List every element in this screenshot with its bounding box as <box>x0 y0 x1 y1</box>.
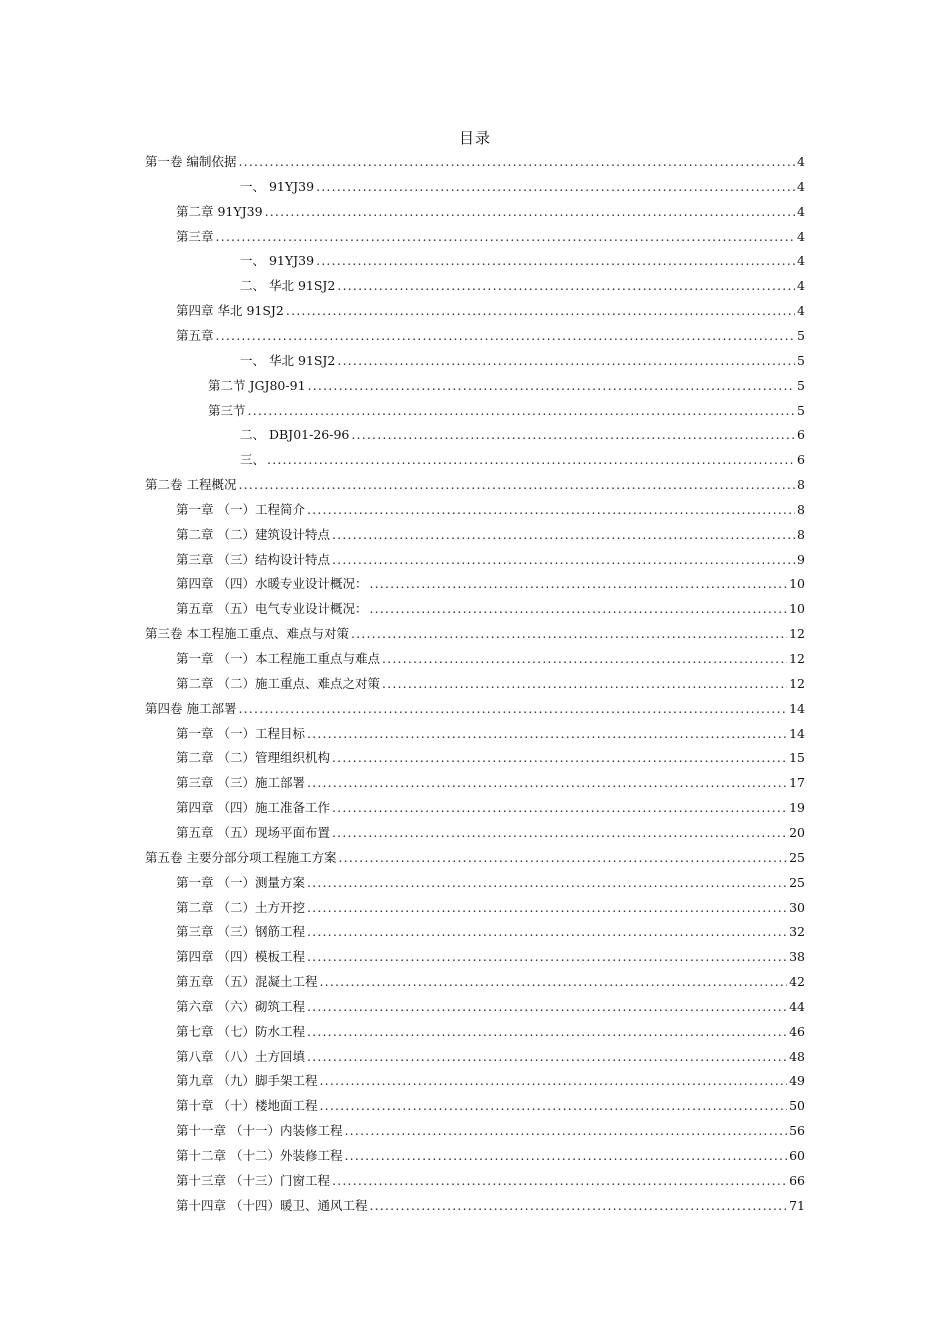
toc-entry-page-number: 5 <box>797 327 805 343</box>
toc-entry-page-number: 8 <box>797 526 805 542</box>
toc-entry[interactable] <box>240 448 805 472</box>
toc-entry[interactable] <box>145 697 805 721</box>
toc-entry-page-number: 25 <box>789 874 805 890</box>
toc-dot-leader <box>316 249 795 273</box>
toc-entry-page-number: 5 <box>797 352 805 368</box>
toc-entry-title: 第十章 （十）楼地面工程 <box>176 1098 318 1114</box>
toc-entry[interactable] <box>176 1045 805 1069</box>
toc-dot-leader <box>344 1144 787 1168</box>
toc-entry[interactable] <box>208 399 805 423</box>
toc-entry-page-number: 30 <box>789 899 805 915</box>
toc-entry[interactable] <box>176 896 805 920</box>
toc-entry-page-number: 42 <box>789 974 805 990</box>
toc-entry-page-number: 15 <box>789 750 805 766</box>
toc-entry-page-number: 4 <box>797 228 805 244</box>
toc-entry-page-number: 5 <box>797 402 805 418</box>
toc-entry-page-number: 14 <box>789 725 805 741</box>
toc-dot-leader <box>307 498 795 522</box>
toc-dot-leader <box>332 1169 787 1193</box>
toc-dot-leader <box>319 970 787 994</box>
toc-entry-title: 第十三章 （十三）门窗工程 <box>176 1172 330 1188</box>
toc-entry-title: 第一章 （一）工程简介 <box>176 501 305 517</box>
toc-entry-title: 三、 <box>240 452 266 468</box>
toc-entry-page-number: 25 <box>789 849 805 865</box>
toc-dot-leader <box>308 374 796 398</box>
toc-entry[interactable] <box>176 920 805 944</box>
toc-entry-page-number: 17 <box>789 775 805 791</box>
toc-entry[interactable] <box>176 1169 805 1193</box>
toc-entry[interactable] <box>176 821 805 845</box>
toc-dot-leader <box>338 846 787 870</box>
toc-entry-title: 第五章 （五）混凝土工程 <box>176 974 318 990</box>
toc-dot-leader <box>238 150 795 174</box>
toc-dot-leader <box>307 995 787 1019</box>
toc-entry-title: 第一章 （一）工程目标 <box>176 725 305 741</box>
toc-entry[interactable] <box>176 597 805 621</box>
toc-dot-leader <box>332 821 787 845</box>
toc-entry-title: 第二章 （二）建筑设计特点 <box>176 526 330 542</box>
toc-dot-leader <box>238 697 787 721</box>
toc-entry-page-number: 48 <box>789 1048 805 1064</box>
toc-entry-title: 第十四章 （十四）暖卫、通风工程 <box>176 1197 368 1213</box>
toc-dot-leader <box>307 920 787 944</box>
toc-dot-leader <box>307 1045 787 1069</box>
toc-entry-title: 第九章 （九）脚手架工程 <box>176 1073 318 1089</box>
toc-entry-page-number: 6 <box>797 427 805 443</box>
toc-entry-page-number: 4 <box>797 278 805 294</box>
toc-dot-leader <box>216 324 796 348</box>
toc-entry[interactable] <box>145 150 805 174</box>
toc-entry[interactable] <box>176 1020 805 1044</box>
toc-entry-page-number: 60 <box>789 1148 805 1163</box>
toc-entry[interactable] <box>176 1119 805 1143</box>
toc-entry[interactable] <box>176 299 805 323</box>
toc-entry-page-number: 44 <box>789 998 805 1014</box>
toc-dot-leader <box>319 1094 787 1118</box>
toc-entry-title: 第三节 <box>208 402 246 418</box>
toc-entry-page-number: 6 <box>797 452 805 468</box>
toc-entry-title: 二、 华北 91SJ2 <box>240 278 336 294</box>
toc-entry-page-number: 20 <box>789 824 805 840</box>
toc-dot-leader <box>351 423 795 447</box>
toc-entry-page-number: 10 <box>789 576 805 592</box>
toc-dot-leader <box>369 597 787 621</box>
toc-entry-title: 第五章 （五）电气专业设计概况： <box>176 601 368 617</box>
toc-dot-leader <box>332 796 787 820</box>
toc-entry-page-number: 4 <box>797 253 805 269</box>
toc-dot-leader <box>337 274 795 298</box>
toc-entry[interactable] <box>145 622 805 646</box>
toc-dot-leader <box>307 722 787 746</box>
toc-entry[interactable] <box>176 1144 805 1168</box>
toc-entry-page-number: 4 <box>797 178 805 194</box>
toc-entry-title: 第五章 <box>176 327 214 343</box>
toc-entry-page-number: 4 <box>797 154 805 169</box>
toc-entry-page-number: 10 <box>789 601 805 617</box>
toc-entry[interactable] <box>176 796 805 820</box>
toc-entry-title: 第一卷 编制依据 <box>145 154 237 169</box>
toc-entry-title: 第六章 （六）砌筑工程 <box>176 998 305 1014</box>
toc-entry[interactable] <box>208 374 805 398</box>
toc-dot-leader <box>332 548 795 572</box>
toc-entry-title: 一、 91YJ39 <box>240 178 315 194</box>
toc-dot-leader <box>248 399 796 423</box>
toc-entry-page-number: 4 <box>797 303 805 319</box>
toc-entry-title: 第四章 （四）施工准备工作 <box>176 800 330 816</box>
toc-entry-title: 第二章 （二）管理组织机构 <box>176 750 330 766</box>
toc-entry-title: 第二节 JGJ80-91 <box>208 377 306 393</box>
toc-dot-leader <box>307 871 787 895</box>
toc-dot-leader <box>307 1020 787 1044</box>
toc-entry-page-number: 38 <box>789 949 805 965</box>
toc-entry-page-number: 8 <box>797 501 805 517</box>
toc-entry-page-number: 8 <box>797 477 805 493</box>
toc-dot-leader <box>332 523 795 547</box>
toc-entry-title: 第一章 （一）本工程施工重点与难点 <box>176 651 380 666</box>
toc-entry-title: 第四章 （四）水暖专业设计概况： <box>176 576 368 592</box>
toc-dot-leader <box>238 473 795 497</box>
toc-entry-page-number: 5 <box>797 377 805 393</box>
toc-entry[interactable] <box>176 498 805 522</box>
toc-entry[interactable] <box>176 672 805 696</box>
toc-entry[interactable] <box>176 945 805 969</box>
toc-entry-page-number: 71 <box>789 1197 805 1213</box>
toc-dot-leader <box>316 175 795 199</box>
toc-entry-page-number: 12 <box>789 651 805 666</box>
toc-entry-title: 第七章 （七）防水工程 <box>176 1023 305 1039</box>
toc-dot-leader <box>351 622 787 646</box>
toc-entry-title: 第三章 <box>176 228 214 244</box>
toc-entry-page-number: 49 <box>789 1073 805 1089</box>
toc-entry-title: 第二章 （二）施工重点、难点之对策 <box>176 675 380 691</box>
toc-entry[interactable] <box>240 274 805 298</box>
toc-entry-title: 第五卷 主要分部分项工程施工方案 <box>145 849 337 865</box>
toc-entry-title: 第八章 （八）土方回填 <box>176 1048 305 1064</box>
toc-entry-page-number: 12 <box>789 675 805 691</box>
toc-dot-leader <box>286 299 795 323</box>
toc-entry-page-number: 50 <box>789 1098 805 1114</box>
toc-entry-title: 一、 华北 91SJ2 <box>240 352 336 368</box>
toc-entry-title: 第二卷 工程概况 <box>145 477 237 493</box>
toc-entry[interactable] <box>145 473 805 497</box>
toc-entry-page-number: 46 <box>789 1023 805 1039</box>
toc-entry-title: 第一章 （一）测量方案 <box>176 874 305 890</box>
toc-entry-title: 第四卷 施工部署 <box>145 700 237 716</box>
toc-entry-page-number: 4 <box>797 203 805 219</box>
toc-entry[interactable] <box>176 1094 805 1118</box>
toc-entry-title: 第三章 （三）结构设计特点 <box>176 551 330 567</box>
toc-dot-leader <box>216 225 796 249</box>
toc-entry[interactable] <box>176 225 805 249</box>
toc-entry-title: 第四章 （四）模板工程 <box>176 949 305 965</box>
toc-entry-title: 二、 DBJ01-26-96 <box>240 427 350 443</box>
toc-entry-title: 第十二章 （十二）外装修工程 <box>176 1148 343 1163</box>
toc-entry[interactable] <box>176 746 805 770</box>
toc-entry-title: 第二章 （二）土方开挖 <box>176 899 305 915</box>
toc-entry-page-number: 9 <box>797 551 805 567</box>
toc-entry[interactable] <box>176 1069 805 1093</box>
toc-entry[interactable] <box>176 1194 805 1218</box>
toc-dot-leader <box>307 896 787 920</box>
toc-entry[interactable] <box>176 572 805 596</box>
toc-dot-leader <box>267 448 795 472</box>
toc-entry[interactable] <box>240 423 805 447</box>
toc-entry-title: 一、 91YJ39 <box>240 253 315 269</box>
toc-dot-leader <box>307 945 787 969</box>
toc-entry-page-number: 66 <box>789 1172 805 1188</box>
toc-dot-leader <box>337 349 795 373</box>
toc-entry-title: 第二章 91YJ39 <box>176 203 263 219</box>
toc-entry[interactable] <box>176 200 805 224</box>
toc-entry[interactable] <box>176 647 805 671</box>
toc-entry-title: 第三卷 本工程施工重点、难点与对策 <box>145 626 349 642</box>
toc-entry-page-number: 14 <box>789 700 805 716</box>
toc-entry-page-number: 19 <box>789 800 805 816</box>
toc-entry-title: 第十一章 （十一）内装修工程 <box>176 1123 343 1139</box>
toc-dot-leader <box>382 647 787 671</box>
toc-dot-leader <box>344 1119 787 1143</box>
toc-entry-title: 第三章 （三）施工部署 <box>176 775 305 791</box>
toc-entry-title: 第四章 华北 91SJ2 <box>176 303 284 319</box>
toc-dot-leader <box>307 771 787 795</box>
toc-entry[interactable] <box>240 349 805 373</box>
toc-entry-page-number: 32 <box>789 924 805 940</box>
toc-entry-page-number: 12 <box>789 626 805 642</box>
toc-entry[interactable] <box>240 249 805 273</box>
toc-entry[interactable] <box>176 995 805 1019</box>
toc-entry-page-number: 56 <box>789 1123 805 1139</box>
toc-entry[interactable] <box>176 722 805 746</box>
toc-entry-title: 第五章 （五）现场平面布置 <box>176 824 330 840</box>
toc-dot-leader <box>332 746 787 770</box>
toc-entry[interactable] <box>176 771 805 795</box>
toc-entry[interactable] <box>176 871 805 895</box>
toc-dot-leader <box>319 1069 787 1093</box>
toc-entry[interactable] <box>240 175 805 199</box>
toc-dot-leader <box>369 572 787 596</box>
toc-entry[interactable] <box>176 523 805 547</box>
toc-entry[interactable] <box>176 970 805 994</box>
toc-dot-leader <box>369 1194 787 1218</box>
toc-entry[interactable] <box>145 846 805 870</box>
toc-entry[interactable] <box>176 548 805 572</box>
toc-entry[interactable] <box>176 324 805 348</box>
toc-dot-leader <box>265 200 795 224</box>
toc-entry-title: 第三章 （三）钢筋工程 <box>176 924 305 940</box>
toc-title: 目录 <box>458 129 491 147</box>
toc-dot-leader <box>382 672 787 696</box>
